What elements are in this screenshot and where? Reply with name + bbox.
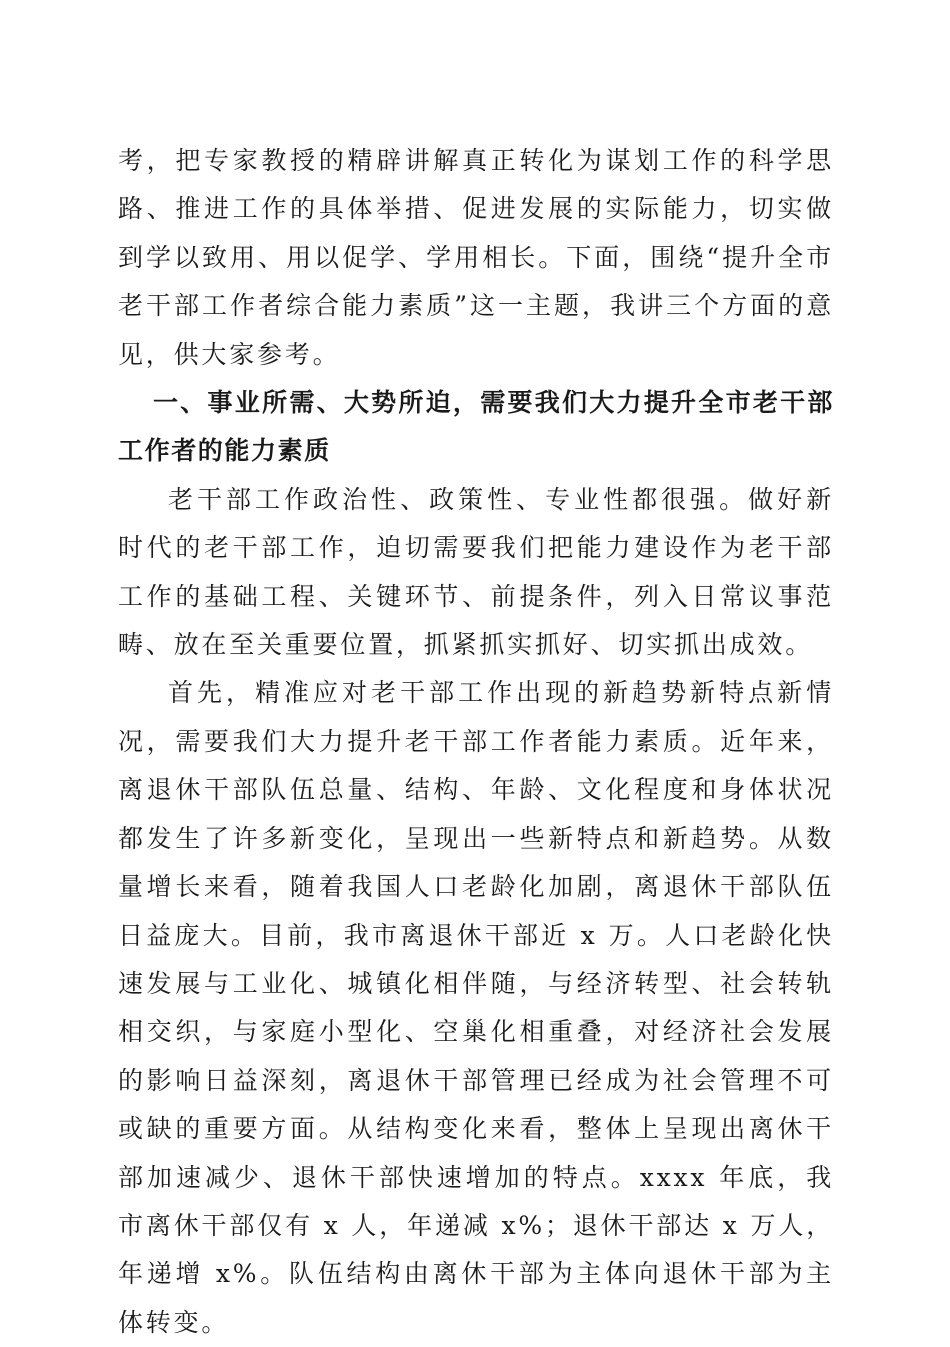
paragraph-intro-continuation: 考，把专家教授的精辟讲解真正转化为谋划工作的科学思路、推进工作的具体举措、促进发展的实际能力，切实做到学以致用、用以促学、学用相长。下面，围绕“提升全市老干部工作者综合能力素质”这一主题，我讲三个方面的意见，供大家参考。 [118,146,834,369]
section-heading-1: 一、事业所需、大势所迫，需要我们大力提升全市老干部工作者的能力素质 [118,388,834,466]
document-body [118,137,834,1347]
paragraph-first-point: 首先，精准应对老干部工作出现的新趋势新特点新情况，需要我们大力提升老干部工作者能力素质。近年来，离退休干部队伍总量、结构、年龄、文化程度和身体状况都发生了许多新变化，呈现出一些新特点和新趋势。从数量增长来看，随着我国人口老龄化加剧，离退休干部队伍日益庞大。目前，我市离退休干部近 x 万。人口老龄化快速发展与工业化、城镇化相伴随，与经济转型、社会转轨相交织，与家庭小型化、空巢化相重叠，对经济社会发展的影响日益深刻，离退休干部管理已经成为社会管理不可或缺的重要方面。从结构变化来看，整体上呈现出离休干部加速减少、退休干部快速增加的特点。xxxx 年底，我市离休干部仅有 x 人，年递减 x%；退休干部达 x 万人，年递增 x%。队伍结构由离休干部为主体向退休干部为主体转变。 [118,678,834,1337]
paragraph-political-nature: 老干部工作政治性、政策性、专业性都很强。做好新时代的老干部工作，迫切需要我们把能力建设作为老干部工作的基础工程、关键环节、前提条件，列入日常议事范畴、放在至关重要位置，抓紧抓实抓好、切实抓出成效。 [118,484,834,660]
